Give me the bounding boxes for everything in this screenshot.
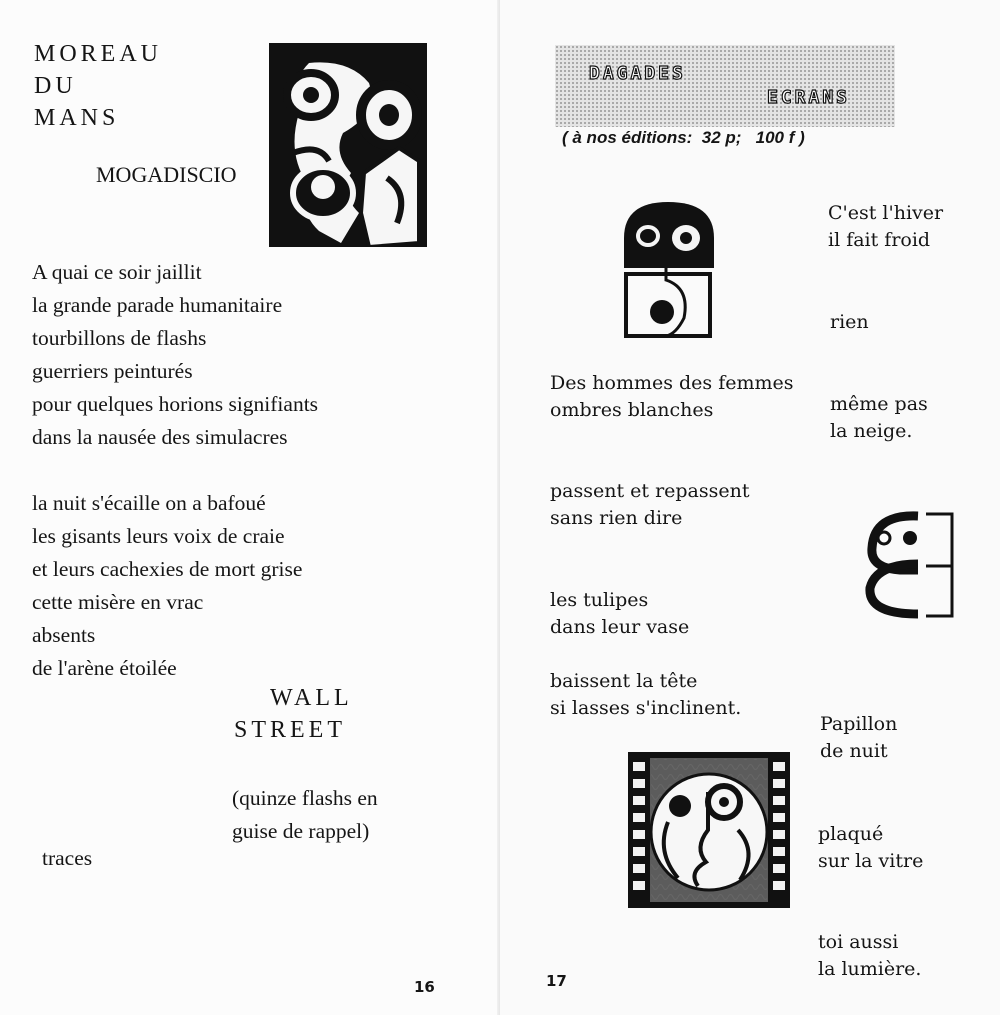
verse-line: sans rien dire [550,507,683,529]
banner-title-1: DAGADES [589,63,686,84]
poem-line: pour quelques horions signifiants [32,392,319,416]
poem-line: tourbillons de flashs [32,326,207,350]
traces-label: traces [42,846,93,870]
filmstrip-face-illustration [628,752,790,908]
author-line: MANS [34,105,120,131]
verse-line: C'est l'hiver [828,202,944,224]
verse-line: si lasses s'inclinent. [550,697,742,719]
poem-line: de l'arène étoilée [32,656,177,680]
banner-title-2: ECRANS [767,87,851,108]
stanza-1 [32,256,318,454]
poem-line: cette misère en vrac [32,590,204,614]
section-title-line: WALL [270,685,353,711]
section-note [232,782,378,848]
author-line: MOREAU [34,41,163,67]
abstract-face-woodcut-illustration [269,43,427,247]
verse-8 [820,711,897,765]
verse-line: Papillon [820,713,898,735]
verse-line: la neige. [830,420,913,442]
stanza-2 [32,487,302,685]
verse-line: Des hommes des femmes [550,372,794,394]
edition-info: ( à nos éditions: 32 p; 100 f ) [562,128,805,147]
section-title-line: STREET [234,717,346,743]
verse-7 [830,391,928,445]
section-title [234,682,353,746]
page-number: 16 [414,978,435,996]
verse-line: la lumière. [818,958,922,980]
page-number: 17 [546,972,567,990]
verse-line: de nuit [820,740,888,762]
verse-line: rien [830,311,869,333]
verse-2 [550,478,750,532]
verse-line: sur la vitre [818,850,924,872]
poem-line: A quai ce soir jaillit [32,260,202,284]
verse-3 [550,587,689,641]
advert-banner [555,45,895,127]
author-name [34,38,162,134]
poem-line: la nuit s'écaille on a bafoué [32,491,266,515]
poem-title: MOGADISCIO [96,162,237,187]
verse-6 [830,309,869,336]
verse-9 [818,821,923,875]
verse-5 [828,200,943,254]
verse-4 [550,668,741,722]
note-line: (quinze flashs en [232,786,378,810]
verse-1 [550,370,794,424]
face-glyph-illustration [860,510,954,620]
poem-line: la grande parade humanitaire [32,293,283,317]
verse-line: toi aussi [818,931,899,953]
note-line: guise de rappel) [232,819,370,843]
poem-line: dans la nausée des simulacres [32,425,288,449]
verse-line: il fait froid [828,229,931,251]
poem-line: absents [32,623,96,647]
verse-line: même pas [830,393,928,415]
poem-line: guerriers peinturés [32,359,193,383]
verse-line: ombres blanches [550,399,714,421]
verse-line: plaqué [818,823,884,845]
author-line: DU [34,73,77,99]
face-logo-illustration [620,198,718,340]
verse-line: dans leur vase [550,616,690,638]
verse-line: les tulipes [550,589,649,611]
verse-line: passent et repassent [550,480,750,502]
verse-10 [818,929,921,983]
right-page [500,0,1000,1015]
verse-line: baissent la tête [550,670,698,692]
poem-line: les gisants leurs voix de craie [32,524,285,548]
poem-line: et leurs cachexies de mort grise [32,557,303,581]
